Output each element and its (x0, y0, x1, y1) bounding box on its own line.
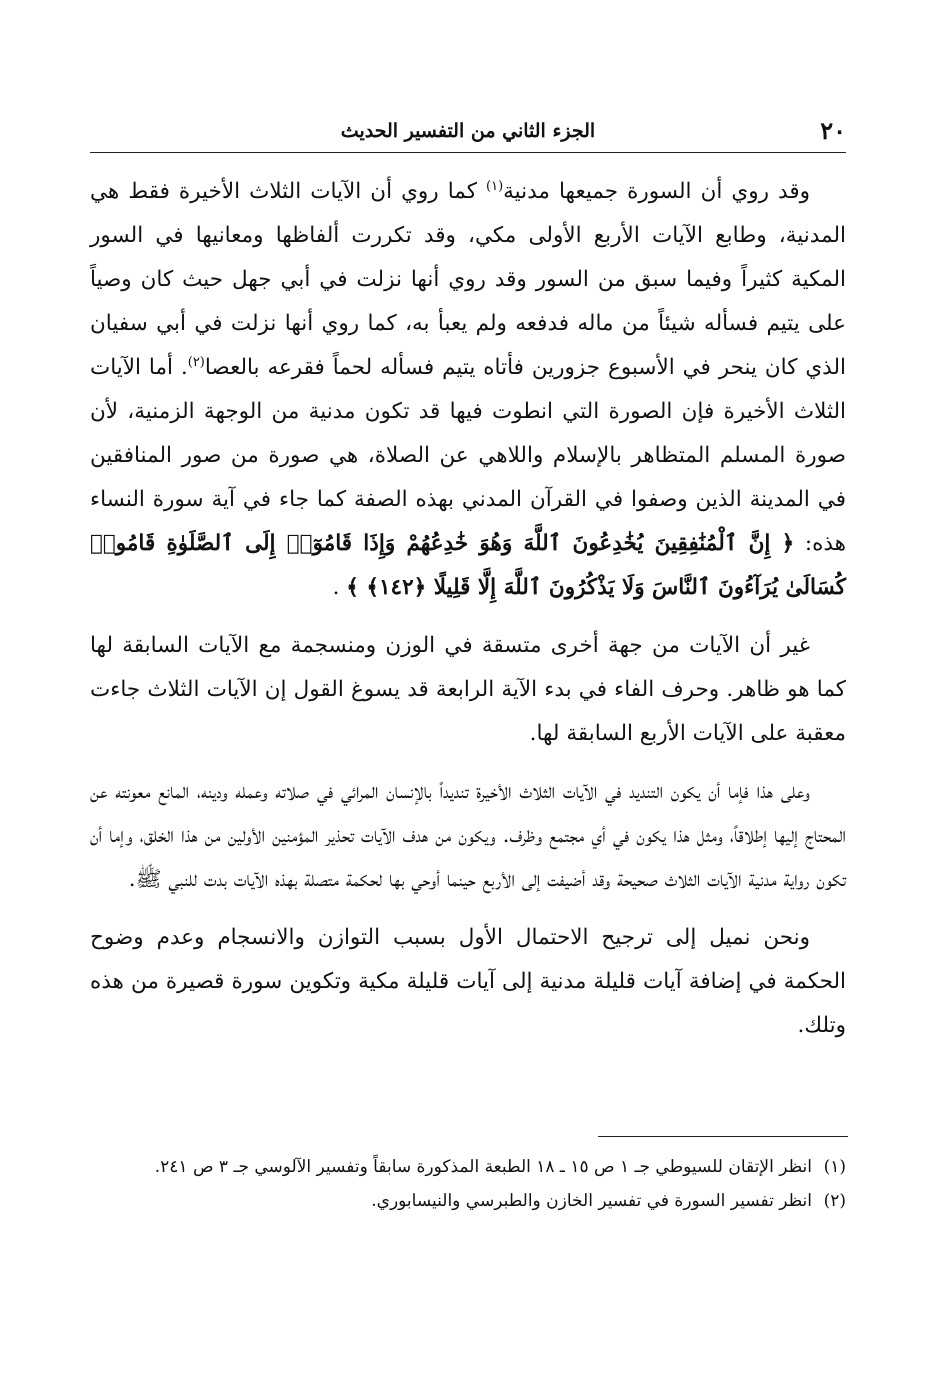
footnote-1-marker: (١) (823, 1157, 846, 1177)
footnotes (90, 1152, 846, 1220)
paragraph-3: وعلى هذا فإما أن يكون التنديد في الآيات الثلاث الأخيرة تنديداً بالإنسان المرائي في صلاته وعمله ودينه، المانع معونته عن المحتاج إليها إطلاقاً، ومثل هذا يكون في أي مجتمع وظرف. ويكون من هدف الآيات تحذير المؤمنين الأولين من هذا الخلق، وإما أن تكون رواية مدنية الآيات الثلاث صحيحة وقد أضيفت إلى الأربع حينما أوحي بها لحكمة متصلة بهذه الآيات بدت للنبي ﷺ. (90, 779, 846, 892)
paragraph-4: ونحن نميل إلى ترجيح الاحتمال الأول بسبب التوازن والانسجام وعدم وضوح الحكمة في إضافة آيات قليلة مدنية إلى آيات قليلة مكية وتكوين سورة قصيرة من هذه وتلك. (90, 925, 846, 1038)
quran-verse: ﴿ إِنَّ ٱلْمُنَٰفِقِينَ يُخَٰدِعُونَ ٱللَّهَ وَهُوَ خَٰدِعُهُمْ وَإِذَا قَامُوٓا۟ إِلَى ٱلصَّلَوٰةِ قَامُوا۟ كُسَالَىٰ يُرَآءُونَ ٱلنَّاسَ وَلَا يَذْكُرُونَ ٱللَّهَ إِلَّا قَلِيلًا ﴿١٤٢﴾ ﴾ (90, 531, 846, 600)
paragraph-1-text-c: . أما الآيات الثلاث الأخيرة فإن الصورة التي انطوت فيها قد تكون مدنية من الوجهة الزمنية، لأن صورة المسلم المتظاهر بالإسلام واللاهي عن الصلاة، هي صورة من صور المنافقين في المدينة الذين وصفوا في القرآن المدني بهذه الصفة كما جاء في آية سورة النساء هذه: (90, 355, 846, 556)
footnote-1 (90, 1152, 846, 1182)
page-header (90, 112, 846, 153)
footnote-separator (598, 1136, 848, 1137)
footnote-ref-1: (١) (486, 178, 504, 194)
paragraph-1-text-a: وقد روي أن السورة جميعها مدنية (503, 179, 810, 204)
footnote-ref-2: (٢) (187, 354, 205, 370)
footnote-1-text: انظر الإتقان للسيوطي جـ ١ ص ١٥ ـ ١٨ الطبعة المذكورة سابقاً وتفسير الآلوسي جـ ٣ ص ٢٤١. (154, 1157, 812, 1177)
footnote-2-marker: (٢) (823, 1191, 846, 1211)
footnote-2-text: انظر تفسير السورة في تفسير الخازن والطبرسي والنيسابوري. (371, 1191, 812, 1211)
paragraph-1 (90, 170, 846, 610)
page-number: ٢٠ (820, 116, 846, 145)
running-title: الجزء الثاني من التفسير الحديث (340, 120, 596, 142)
paragraph-2: غير أن الآيات من جهة أخرى متسقة في الوزن ومنسجمة مع الآيات السابقة لها كما هو ظاهر. وحرف الفاء في بدء الآية الرابعة قد يسوغ القول إن الآيات الثلاث جاءت معقبة على الآيات الأربع السابقة لها. (90, 633, 846, 746)
footnote-2 (90, 1186, 846, 1216)
paragraph-1-text-b: كما روي أن الآيات الثلاث الأخيرة فقط هي المدنية، وطابع الآيات الأربع الأولى مكي، وقد تكررت ألفاظها ومعانيها في السور المكية كثيراً وفيما سبق من السور وقد روي أنها نزلت في أبي جهل حيث كان وصياً على يتيم فسأله شيئاً من ماله فدفعه ولم يعبأ به، كما روي أنها نزلت في أبي سفيان الذي كان ينحر في الأسبوع جزورين فأتاه يتيم فسأله لحماً فقرعه بالعصا (90, 179, 846, 380)
paragraph-1-end: . (332, 575, 347, 600)
main-text (90, 170, 846, 1062)
